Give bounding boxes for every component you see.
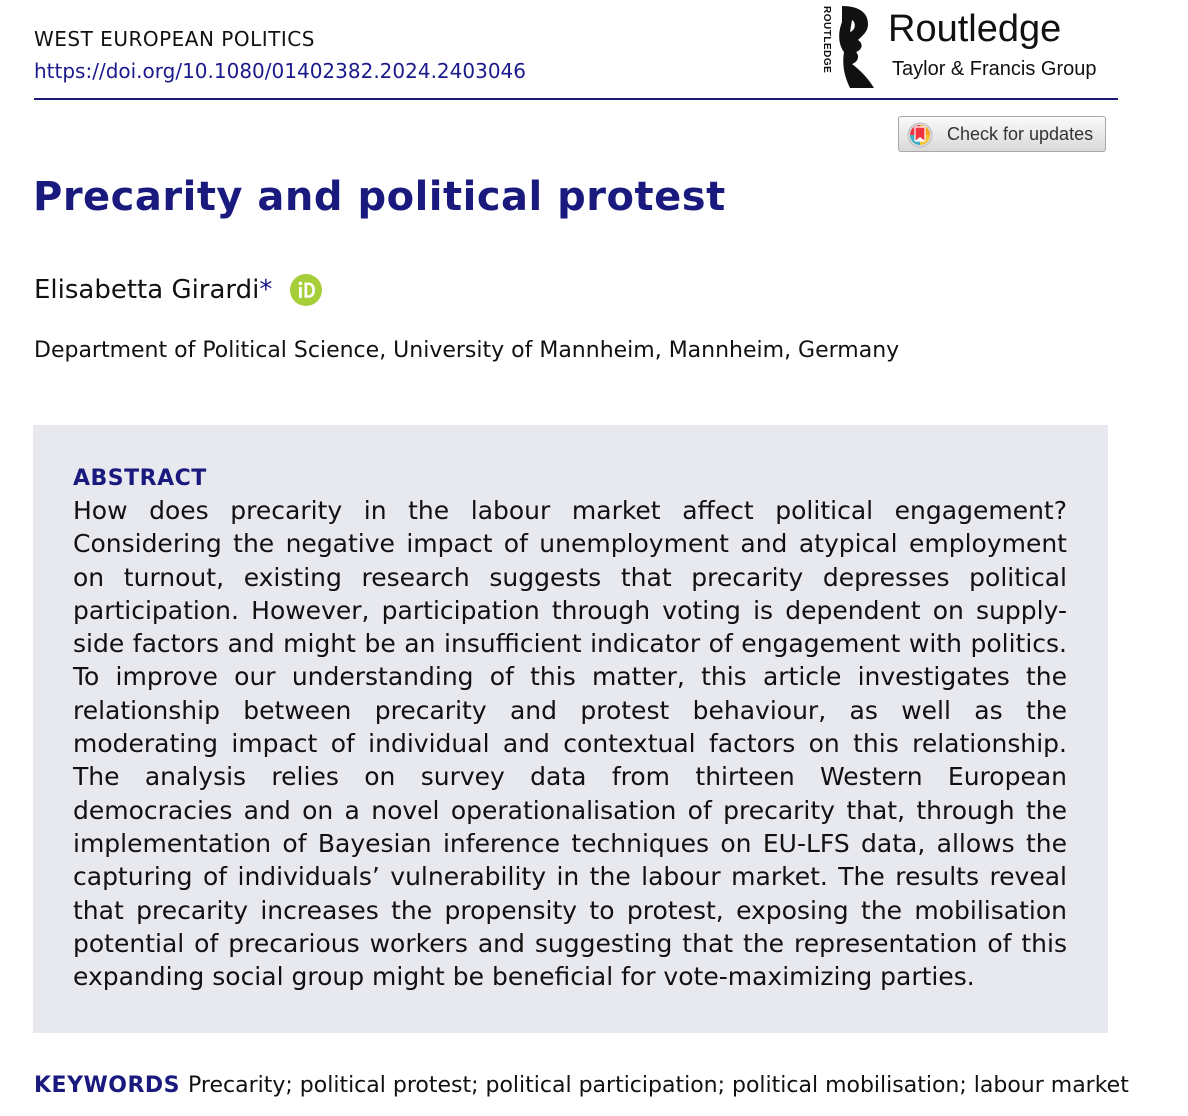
check-for-updates-button[interactable] [898, 116, 1106, 152]
author-name: Elisabetta Girardi [34, 275, 260, 305]
publisher-logo [820, 4, 1120, 90]
author-line [34, 274, 322, 310]
abstract-box [33, 425, 1108, 1033]
keywords-line [34, 1073, 1129, 1098]
publisher-name: Routledge [888, 8, 1062, 50]
routledge-vertical-wordmark: ROUTLEDGE [821, 6, 832, 74]
author-footnote-mark[interactable]: * [259, 275, 273, 305]
article-title: Precarity and political protest [33, 174, 726, 220]
keywords-list: Precarity; political protest; political participation; political mobilisation; labour market [188, 1073, 1129, 1098]
affiliation: Department of Political Science, University of Mannheim, Mannheim, Germany [34, 338, 900, 363]
abstract-heading: ABSTRACT [73, 466, 207, 491]
keywords-label: KEYWORDS [34, 1073, 181, 1098]
publisher-group: Taylor & Francis Group [892, 58, 1097, 80]
crossmark-icon [907, 122, 933, 148]
header-rule [34, 98, 1118, 100]
doi-link[interactable]: https://doi.org/10.1080/01402382.2024.2403046 [34, 59, 527, 83]
check-for-updates-label: Check for updates [947, 124, 1094, 144]
routledge-logo-mark [820, 4, 880, 90]
abstract-text: How does precarity in the labour market affect political engagement? Considering the negative impact of unemployment and atypical employment on turnout, existing research suggests that precarity depresses political participation. However, participation through voting is dependent on supply-side factors and might be an insufficient indicator of engagement with politics. To improve our understanding of this matter, this article investigates the relationship between precarity and protest behaviour, as well as the moderating impact of individual and contextual factors on this relationship. The analysis relies on survey data from thirteen Western European democracies and on a novel operationalisation of precarity that, through the implementation of Bayesian inference techniques on EU-LFS data, allows the capturing of individuals’ vulnerability in the labour market. The results reveal that precarity increases the propensity to protest, exposing the mobilisation potential of precarious workers and suggesting that the representation of this expanding social group might be beneficial for vote-maximizing parties. [73, 496, 1067, 992]
orcid-icon[interactable] [290, 274, 322, 306]
journal-name: WEST EUROPEAN POLITICS [34, 27, 315, 51]
profile-silhouette [839, 6, 874, 88]
